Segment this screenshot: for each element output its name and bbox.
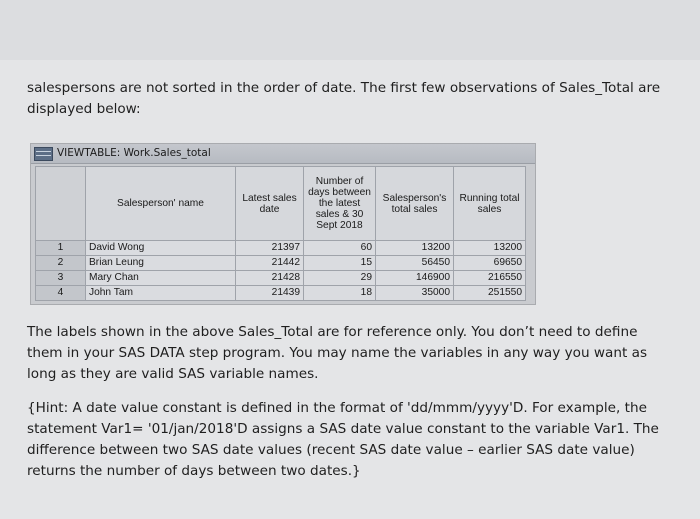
cell-days-between[interactable]: 60: [304, 241, 376, 256]
column-header-salesperson-name[interactable]: Salesperson' name: [86, 167, 236, 241]
table-row[interactable]: [36, 271, 526, 286]
cell-salesperson-name[interactable]: David Wong: [86, 241, 236, 256]
row-number: 4: [36, 286, 86, 301]
row-number: 3: [36, 271, 86, 286]
cell-running-total[interactable]: 216550: [454, 271, 526, 286]
page-background-top: [0, 0, 700, 60]
column-header-days-between[interactable]: Number of days between the latest sales & 30 Sept 2018: [304, 167, 376, 241]
viewtable-window: [30, 143, 536, 305]
cell-days-between[interactable]: 18: [304, 286, 376, 301]
cell-salesperson-name[interactable]: Brian Leung: [86, 256, 236, 271]
cell-total-sales[interactable]: 56450: [376, 256, 454, 271]
table-icon: [34, 147, 53, 161]
column-header-running-total[interactable]: Running total sales: [454, 167, 526, 241]
cell-latest-sales-date[interactable]: 21439: [236, 286, 304, 301]
cell-salesperson-name[interactable]: John Tam: [86, 286, 236, 301]
cell-days-between[interactable]: 15: [304, 256, 376, 271]
row-number-header: [36, 167, 86, 241]
cell-salesperson-name[interactable]: Mary Chan: [86, 271, 236, 286]
table-row[interactable]: [36, 241, 526, 256]
viewtable-titlebar[interactable]: [31, 144, 535, 164]
column-header-total-sales[interactable]: Salesperson's total sales: [376, 167, 454, 241]
column-header-latest-sales-date[interactable]: Latest sales date: [236, 167, 304, 241]
cell-total-sales[interactable]: 35000: [376, 286, 454, 301]
cell-latest-sales-date[interactable]: 21442: [236, 256, 304, 271]
labels-note-paragraph: The labels shown in the above Sales_Total are for reference only. You don’t need to define them in your SAS DATA step program. You may name the variables in any way you want as long as they are valid SAS variable names.: [27, 324, 648, 382]
table-row[interactable]: [36, 256, 526, 271]
cell-total-sales[interactable]: 146900: [376, 271, 454, 286]
row-number: 1: [36, 241, 86, 256]
cell-latest-sales-date[interactable]: 21428: [236, 271, 304, 286]
row-number: 2: [36, 256, 86, 271]
cell-running-total[interactable]: 13200: [454, 241, 526, 256]
cell-total-sales[interactable]: 13200: [376, 241, 454, 256]
viewtable-title: VIEWTABLE: Work.Sales_total: [57, 147, 211, 159]
intro-paragraph: salespersons are not sorted in the order of date. The first few observations of Sales_Total are displayed below:: [27, 80, 661, 117]
hint-paragraph: {Hint: A date value constant is defined in the format of 'dd/mmm/yyyy'D. For example, the statement Var1= '01/jan/2018'D assigns a SAS date value constant to the variable Var1. The difference between two SAS date values (recent SAS date value – earlier SAS date value) returns the number of days between two dates.}: [27, 400, 659, 479]
cell-latest-sales-date[interactable]: 21397: [236, 241, 304, 256]
cell-running-total[interactable]: 69650: [454, 256, 526, 271]
cell-running-total[interactable]: 251550: [454, 286, 526, 301]
sales-total-table: [35, 166, 526, 301]
cell-days-between[interactable]: 29: [304, 271, 376, 286]
table-row[interactable]: [36, 286, 526, 301]
